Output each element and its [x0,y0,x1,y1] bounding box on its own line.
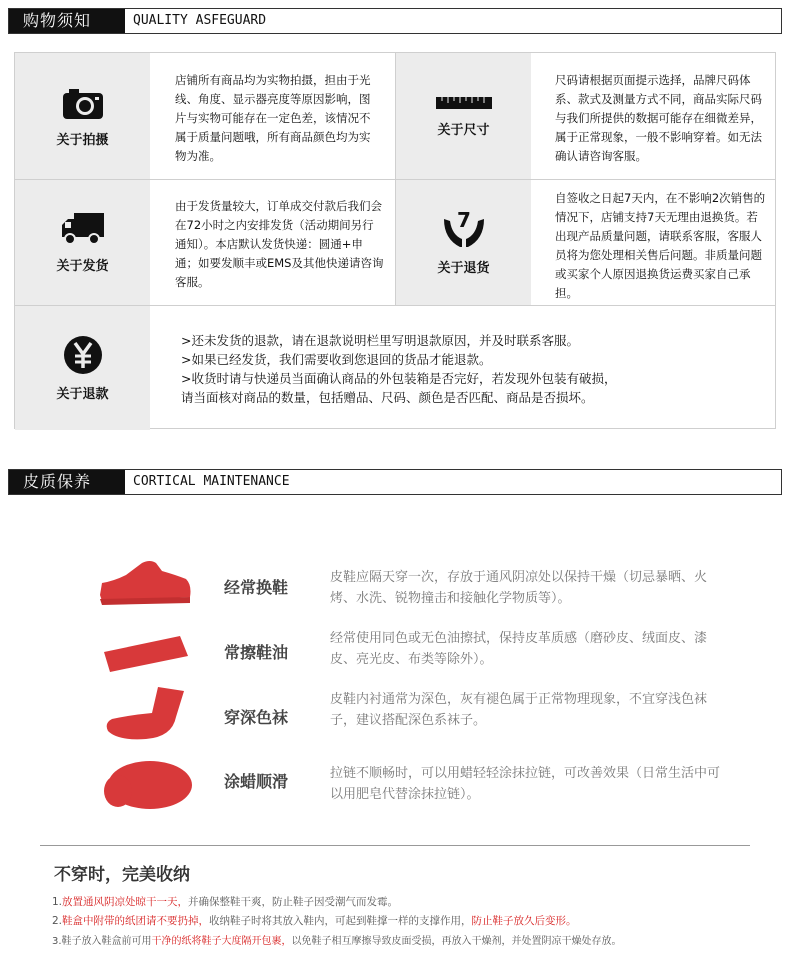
notice-text-shipping: 由于发货量较大，订单成交付款后我们会在72小时之内安排发货（活动期间另行通知）。本店默认发货快递：圆通+申通；如要发顺丰或EMS及其他快递请咨询客服。 [175,199,384,289]
notice-cell-refund [15,306,150,430]
grid-divider [15,305,775,306]
notice-label-refund: 关于退款 [56,386,109,402]
care-item-dark-socks [0,683,790,745]
leather-care-title: 皮质保养 [9,470,125,494]
care-title: 常擦鞋油 [224,643,289,662]
notice-cell-shipping [15,180,150,305]
care-title: 穿深色袜 [224,708,289,727]
purchase-notice-grid [14,52,776,429]
tip-text: 收纳鞋子时将其放入鞋内，可起到鞋撑一样的支撑作用， [209,915,472,927]
seven-day-return-icon [442,209,486,249]
notice-cell-photo [15,53,150,179]
tip-text: 鞋子放入鞋盒前可用 [61,936,152,947]
tip-highlight: 鞋盒中附带的纸团请不要扔掉， [62,915,210,927]
care-item-wax [0,755,790,817]
leather-care-subtitle: CORTICAL MAINTENANCE [133,474,290,489]
tip-highlight: 干净的纸将鞋子大度隔开包裹， [151,936,292,947]
tip-text: 并确保整鞋干爽，防止鞋子因受潮气而发霉。 [188,896,399,908]
care-title: 经常换鞋 [224,578,289,597]
care-desc: 经常使用同色或无色油擦拭，保持皮革质感（磨砂皮、绒面皮、漆皮、亮光皮、布类等除外）。 [330,631,708,667]
tip-number: 3. [52,936,62,947]
care-item-change-shoes [0,555,790,617]
camera-icon [61,85,105,121]
notice-text-refund [173,325,763,413]
care-desc: 皮鞋应隔天穿一次，存放于通风阴凉处以保持干燥（切忌暴晒、火烤、水洗、锐物撞击和接触化学物质等）。 [330,570,708,606]
wax-icon [96,755,196,817]
purchase-notice-title: 购物须知 [9,9,125,33]
refund-line: >收货时请与快递员当面确认商品的外包装箱是否完好，若发现外包装有破损， [181,371,617,386]
storage-title: 不穿时，完美收纳 [54,865,190,885]
refund-line: >还未发货的退款，请在退款说明栏里写明退款原因，并及时联系客服。 [181,333,579,348]
notice-cell-return [396,180,531,305]
notice-label-shipping: 关于发货 [56,259,109,274]
yen-icon [63,335,103,375]
refund-line: >如果已经发货，我们需要收到您退回的货品才能退款。 [181,352,492,367]
storage-tip [52,894,398,909]
leather-care-header [8,469,782,495]
refund-line: 请当面核对商品的数量，包括赠品、尺码、颜色是否匹配、商品是否损坏。 [181,390,594,405]
care-desc: 拉链不顺畅时，可以用蜡轻轻涂抹拉链，可改善效果（日常生活中可以用肥皂代替涂抹拉链）。 [330,766,721,802]
svg-text:7: 7 [456,209,471,232]
notice-label-return: 关于退货 [437,261,490,276]
purchase-notice-subtitle: QUALITY ASFEGUARD [133,13,267,28]
notice-cell-size [396,53,531,179]
brush-icon [96,620,196,682]
care-title: 涂蜡顺滑 [224,772,289,791]
tip-highlight: 防止鞋子放久后变形。 [471,915,577,927]
care-item-shoe-polish [0,620,790,682]
storage-tip [52,913,577,928]
notice-text-return: 自签收之日起7天内，在不影响2次销售的情况下，店铺支持7天无理由退换货。若出现产品质量问题，请联系客服，客服人员将为您处理相关售后问题。非质量问题或买家个人原因退换货运费买家自己承担。 [555,191,766,300]
care-desc: 皮鞋内衬通常为深色，灰有褪色属于正常物理现象，不宜穿浅色袜子，建议搭配深色系袜子。 [330,692,708,728]
storage-divider [40,845,750,846]
truck-icon [60,211,106,247]
notice-label-size: 关于尺寸 [437,122,490,138]
tip-highlight: 放置通风阴凉处晾干一天， [62,896,189,908]
storage-tip [52,932,622,947]
notice-label-photo: 关于拍摄 [56,132,109,148]
sock-icon [96,683,196,745]
grid-divider [15,179,775,180]
tip-number: 1. [52,896,63,908]
notice-text-photo: 店铺所有商品均为实物拍摄，担由于光线、角度、显示器亮度等原因影响，图片与实物可能存在一定色差，该情况不属于质量问题哦，所有商品颜色均为实物为准。 [175,73,371,163]
notice-text-size: 尺码请根据页面提示选择，品牌尺码体系、款式及测量方式不同，商品实际尺码与我们所提供的数据可能存在细微差异，属于正常现象，一般不影响穿着。如无法确认请咨询客服。 [555,73,762,163]
tip-number: 2. [52,915,63,927]
ruler-icon [436,95,492,111]
purchase-notice-header [8,8,782,34]
tip-text: 以免鞋子相互摩擦导致皮面受损，再放入干燥剂，并处置阴凉干燥处存放。 [291,936,622,947]
shoe-icon [96,555,196,617]
